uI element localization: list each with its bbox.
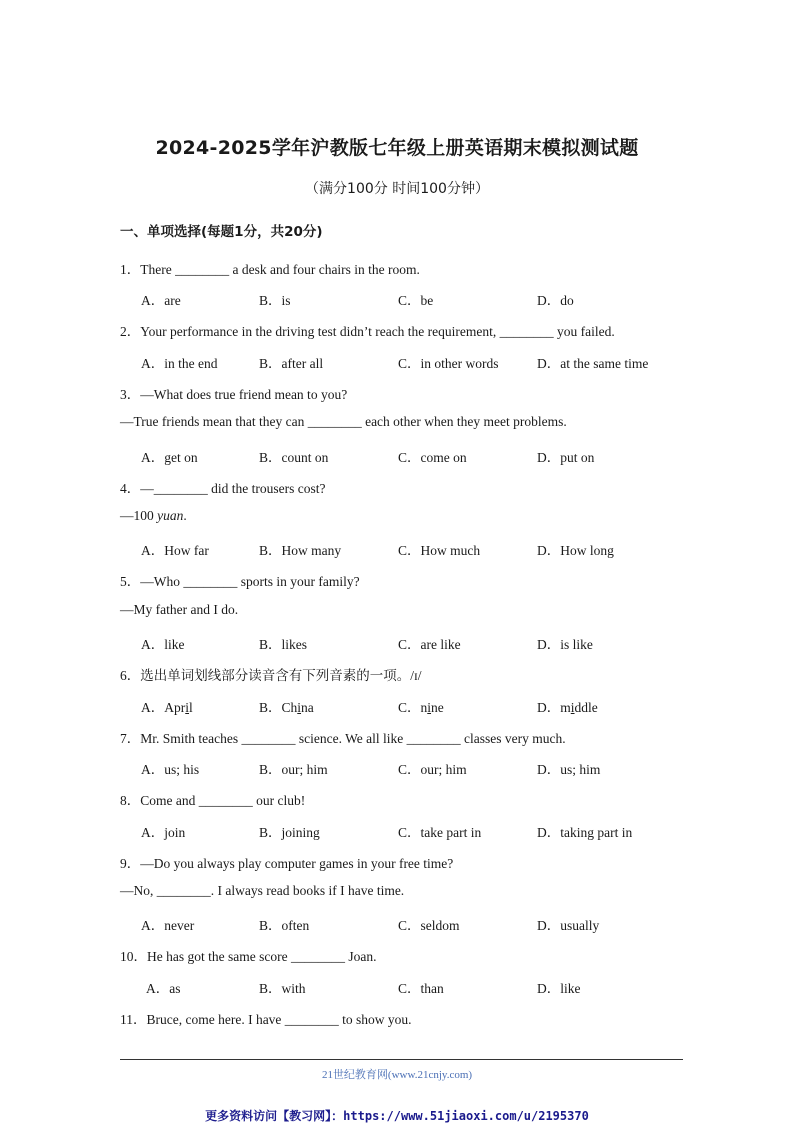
question-9-option-b: B．often xyxy=(259,918,310,933)
question-4-option-a: A．How far xyxy=(141,543,209,558)
question-4-stem: 4．—________ did the trousers cost? xyxy=(120,481,326,496)
question-8-stem: 8．Come and ________ our club! xyxy=(120,793,306,808)
question-9-option-c: C．seldom xyxy=(398,918,460,933)
page-title: 2024-2025学年沪教版七年级上册英语期末模拟测试题 xyxy=(155,137,639,159)
question-8-option-d: D．taking part in xyxy=(537,825,633,840)
question-8-option-a: A．join xyxy=(141,825,186,840)
question-4-option-b: B．How many xyxy=(259,543,342,558)
footer-link[interactable]: 更多资料访问【教习网】：https://www.51jiaoxi.com/u/2195370 xyxy=(205,1109,589,1123)
question-2-stem: 2．Your performance in the driving test didn’t reach the requirement, ________ you failed. xyxy=(120,324,615,339)
question-9-option-d: D．usually xyxy=(537,918,600,933)
question-6-option-c: C．nine xyxy=(398,700,444,715)
question-2-option-b: B．after all xyxy=(259,356,324,371)
question-2-option-c: C．in other words xyxy=(398,356,499,371)
question-6-option-a: A．April xyxy=(141,700,193,715)
question-5-dialogue: —My father and I do. xyxy=(120,602,239,617)
question-5-option-c: C．are like xyxy=(398,637,461,652)
question-1-stem: 1．There ________ a desk and four chairs in the room. xyxy=(120,262,420,277)
question-9-option-a: A．never xyxy=(141,918,195,933)
question-3-option-c: C．come on xyxy=(398,450,467,465)
question-7-option-d: D．us; him xyxy=(537,762,601,777)
question-5-option-d: D．is like xyxy=(537,637,593,652)
question-10-option-b: B．with xyxy=(259,981,306,996)
question-6-option-d: D．middle xyxy=(537,700,598,715)
question-2-option-d: D．at the same time xyxy=(537,356,649,371)
question-7-option-a: A．us; his xyxy=(141,762,200,777)
question-10-option-c: C．than xyxy=(398,981,444,996)
question-2-option-a: A．in the end xyxy=(141,356,218,371)
question-8-option-c: C．take part in xyxy=(398,825,482,840)
question-3-option-a: A．get on xyxy=(141,450,198,465)
question-10-option-d: D．like xyxy=(537,981,581,996)
question-3-dialogue: —True friends mean that they can ________ each other when they meet problems. xyxy=(120,414,567,429)
question-10-stem: 10．He has got the same score ________ Joan. xyxy=(120,949,377,964)
question-3-option-d: D．put on xyxy=(537,450,595,465)
question-5-option-a: A．like xyxy=(141,637,185,652)
question-4-dialogue: —100 yuan. xyxy=(120,508,187,523)
question-11-stem: 11．Bruce, come here. I have ________ to show you. xyxy=(120,1012,412,1027)
question-1-option-d: D．do xyxy=(537,293,574,308)
question-9-dialogue: —No, ________. I always read books if I have time. xyxy=(120,883,405,898)
question-3-option-b: B．count on xyxy=(259,450,329,465)
question-4-option-c: C．How much xyxy=(398,543,481,558)
footer-source: 21世纪教育网(www.21cnjy.com) xyxy=(321,1069,473,1081)
question-10-option-a: A．as xyxy=(146,981,181,996)
question-9-stem: 9．—Do you always play computer games in your free time? xyxy=(120,856,454,871)
question-4-option-d: D．How long xyxy=(537,543,614,558)
question-7-stem: 7．Mr. Smith teaches ________ science. We all like ________ classes very much. xyxy=(120,731,566,746)
question-1-option-b: B．is xyxy=(259,293,291,308)
question-6-option-b: B．China xyxy=(259,700,314,715)
question-3-stem: 3．—What does true friend mean to you? xyxy=(120,387,348,402)
footer-divider xyxy=(120,1059,683,1060)
question-7-option-b: B．our; him xyxy=(259,762,328,777)
section-heading: 一、单项选择(每题1分，共20分) xyxy=(120,224,323,240)
page-subtitle: （满分100分 时间100分钟） xyxy=(305,181,489,197)
question-8-option-b: B．joining xyxy=(259,825,320,840)
question-7-option-c: C．our; him xyxy=(398,762,467,777)
question-5-stem: 5．—Who ________ sports in your family? xyxy=(120,574,360,589)
question-1-option-a: A．are xyxy=(141,293,181,308)
question-6-stem: 6．选出单词划线部分读音含有下列音素的一项。/ɪ/ xyxy=(120,668,422,683)
question-5-option-b: B．likes xyxy=(259,637,308,652)
question-1-option-c: C．be xyxy=(398,293,434,308)
